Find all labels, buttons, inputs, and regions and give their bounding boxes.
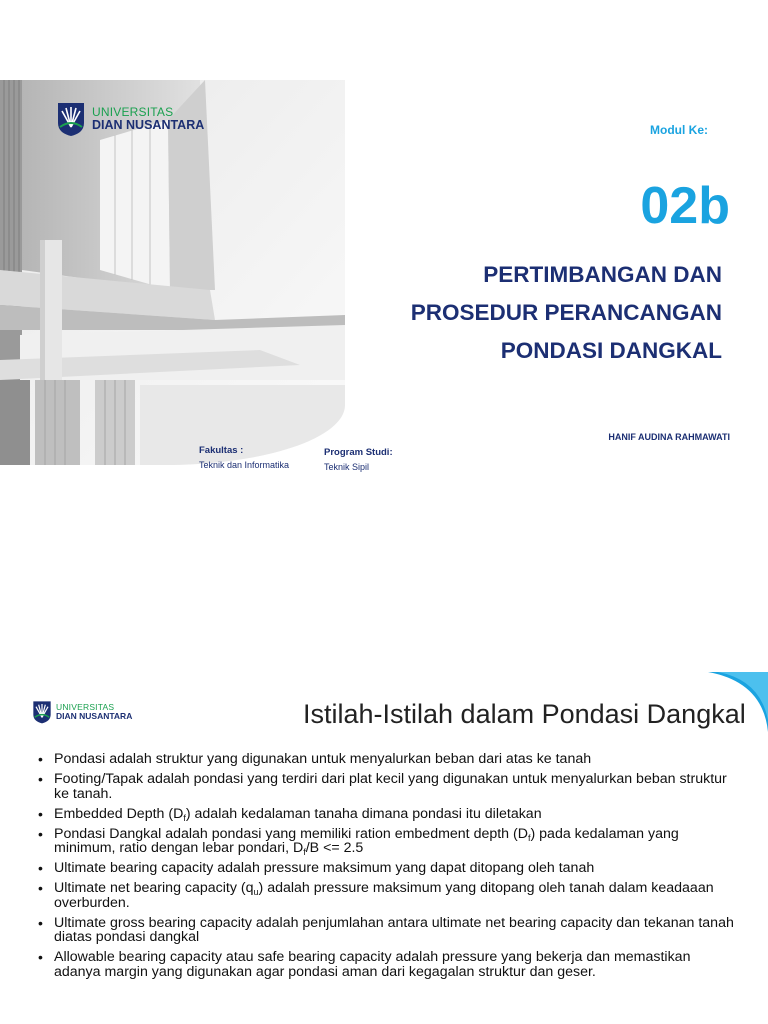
slide-title: Istilah-Istilah dalam Pondasi Dangkal <box>303 699 746 729</box>
program-value: Teknik Sipil <box>324 462 370 472</box>
bullet-text: Pondasi Dangkal adalah pondasi yang memiliki ration embedment depth (D <box>54 825 528 842</box>
cover-title-line: PERTIMBANGAN DAN <box>483 262 722 287</box>
logo-text-universitas: UNIVERSITAS <box>56 702 115 713</box>
logo-text-name: DIAN NUSANTARA <box>56 711 133 721</box>
modul-label: Modul Ke: <box>650 123 708 137</box>
building-photo <box>0 80 345 465</box>
bullet-item <box>38 827 738 856</box>
logo-text-universitas: UNIVERSITAS <box>92 105 174 120</box>
bullet-text: ) adalah kedalaman tanaha dimana pondasi itu diletakan <box>185 805 542 822</box>
author-name: HANIF AUDINA RAHMAWATI <box>608 432 730 442</box>
subscript: u <box>253 887 259 897</box>
bullet-item <box>38 916 738 945</box>
university-logo <box>56 101 204 137</box>
cover-title <box>322 256 722 370</box>
bullet-text: Embedded Depth (D <box>54 805 184 822</box>
cover-slide <box>0 80 768 485</box>
bullet-item <box>38 861 738 876</box>
content-slide <box>0 672 768 1024</box>
bullet-text: Ultimate net bearing capacity (q <box>54 880 254 896</box>
bullet-text: ) pada kedalaman yang minimum, ratio dengan lebar pondari, D <box>54 825 679 856</box>
bullet-item <box>38 807 738 822</box>
faculty-value: Teknik dan Informatika <box>199 460 290 470</box>
bullet-text: Footing/Tapak adalah pondasi yang terdiri dari plat kecil yang digunakan untuk menyalurkan beban struktur ke tanah. <box>54 771 727 802</box>
bullet-text: Pondasi adalah struktur yang digunakan untuk menyalurkan beban dari atas ke tanah <box>54 751 592 767</box>
bullet-text: /B <= 2.5 <box>305 840 364 856</box>
bullet-item <box>38 881 738 910</box>
faculty-info <box>199 444 289 472</box>
faculty-label: Fakultas : <box>199 445 244 456</box>
bullet-text: Ultimate bearing capacity adalah pressure maksimum yang dapat ditopang oleh tanah <box>54 860 595 876</box>
bullet-list <box>38 752 738 985</box>
subscript: f <box>303 847 306 857</box>
bullet-text: Allowable bearing capacity atau safe bearing capacity adalah pressure yang bekerja dan memastikan adanya margin yang digunakan agar pondasi aman dari kegagalan struktur dan geser. <box>54 949 691 980</box>
subscript: f <box>183 812 186 823</box>
modul-number: 02b <box>640 177 730 235</box>
bullet-text: Ultimate gross bearing capacity adalah penjumlahan antara ultimate net bearing capacity dan tekanan tanah diatas pondasi dangkal <box>54 914 734 945</box>
bullet-item <box>38 950 738 979</box>
logo-text-name: DIAN NUSANTARA <box>92 117 205 132</box>
subscript: f <box>527 832 531 843</box>
program-label: Program Studi: <box>324 447 393 458</box>
cover-title-line: PONDASI DANGKAL <box>500 338 722 363</box>
cover-title-line: PROSEDUR PERANCANGAN <box>410 300 722 325</box>
university-emblem-icon <box>56 101 86 137</box>
program-info <box>324 446 393 474</box>
university-logo-small <box>32 700 132 724</box>
bullet-item <box>38 752 738 767</box>
university-emblem-icon <box>32 700 52 724</box>
bullet-text: ) adalah pressure maksimum yang ditopang oleh tanah dalam keadaaan overburden. <box>54 880 714 911</box>
bullet-item <box>38 772 738 801</box>
